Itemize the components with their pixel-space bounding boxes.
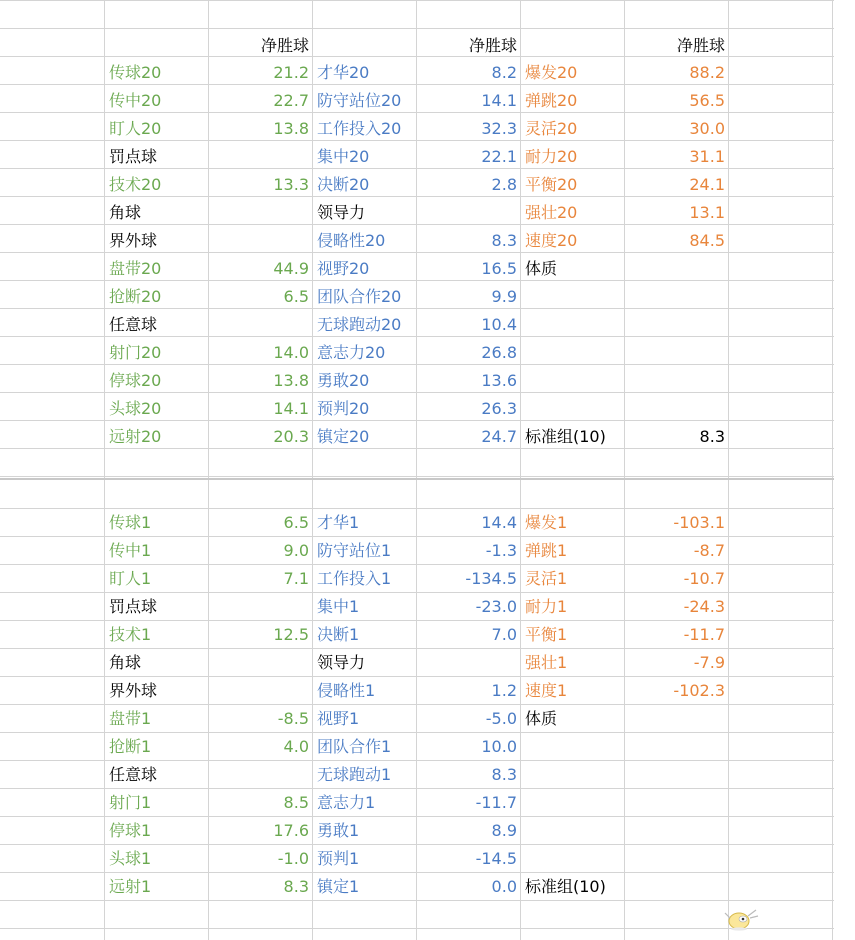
goal-difference-value-cell[interactable]: 8.3 — [283, 877, 309, 896]
goal-difference-value-cell[interactable] — [625, 732, 729, 760]
goal-difference-value-cell[interactable]: 13.1 — [689, 203, 725, 222]
goal-difference-value-cell[interactable]: 14.1 — [481, 91, 517, 110]
attribute-label-cell[interactable]: 传球20 — [109, 63, 162, 82]
goal-difference-value-cell[interactable]: 22.1 — [481, 147, 517, 166]
attribute-label-cell[interactable]: 射门1 — [109, 793, 152, 812]
attribute-label-cell[interactable]: 平衡1 — [525, 625, 568, 644]
attribute-label-cell[interactable]: 头球20 — [109, 399, 162, 418]
attribute-label-cell[interactable]: 罚点球 — [109, 597, 158, 616]
goal-difference-value-cell[interactable]: 24.7 — [481, 427, 517, 446]
goal-difference-value-cell[interactable]: -10.7 — [683, 569, 725, 588]
goal-difference-value-cell[interactable]: 8.5 — [283, 793, 309, 812]
attribute-label-cell[interactable]: 界外球 — [109, 231, 158, 250]
attribute-label-cell[interactable]: 镇定1 — [317, 877, 360, 896]
attribute-label-cell[interactable]: 视野1 — [317, 709, 360, 728]
goal-difference-value-cell[interactable]: 7.0 — [491, 625, 517, 644]
goal-difference-value-cell[interactable]: 14.4 — [481, 513, 517, 532]
goal-difference-value-cell[interactable]: -11.7 — [683, 625, 725, 644]
goal-difference-value-cell[interactable]: 26.3 — [481, 399, 517, 418]
goal-difference-value-cell[interactable]: 26.8 — [481, 343, 517, 362]
goal-difference-value-cell[interactable]: 32.3 — [481, 119, 517, 138]
attribute-label-cell[interactable]: 工作投入1 — [317, 569, 392, 588]
goal-difference-value-cell[interactable]: 13.6 — [481, 371, 517, 390]
attribute-label-cell[interactable] — [521, 788, 625, 816]
goal-difference-value-cell[interactable] — [625, 844, 729, 872]
attribute-label-cell[interactable]: 远射20 — [109, 427, 162, 446]
goal-difference-value-cell[interactable] — [625, 788, 729, 816]
attribute-label-cell[interactable]: 头球1 — [109, 849, 152, 868]
attribute-label-cell[interactable]: 角球 — [109, 653, 142, 672]
goal-difference-value-cell[interactable] — [209, 676, 313, 704]
goal-difference-value-cell[interactable] — [209, 760, 313, 788]
attribute-label-cell[interactable]: 团队合作20 — [317, 287, 402, 306]
attribute-label-cell[interactable]: 强壮1 — [525, 653, 568, 672]
attribute-label-cell[interactable]: 盯人20 — [109, 119, 162, 138]
attribute-label-cell[interactable]: 传中20 — [109, 91, 162, 110]
attribute-label-cell[interactable]: 传中1 — [109, 541, 152, 560]
goal-difference-value-cell[interactable]: 13.8 — [273, 119, 309, 138]
attribute-label-cell[interactable]: 工作投入20 — [317, 119, 402, 138]
attribute-label-cell[interactable]: 才华1 — [317, 513, 360, 532]
goal-difference-value-cell[interactable] — [417, 648, 521, 676]
attribute-label-cell[interactable]: 弹跳20 — [525, 91, 578, 110]
attribute-label-cell[interactable]: 勇敢20 — [317, 371, 370, 390]
attribute-label-cell[interactable]: 速度1 — [525, 681, 568, 700]
attribute-label-cell[interactable]: 侵略性20 — [317, 231, 386, 250]
grid-row-line — [0, 476, 834, 477]
attribute-label-cell[interactable]: 抢断1 — [109, 737, 152, 756]
goal-difference-value-cell[interactable]: 84.5 — [689, 231, 725, 250]
attribute-label-cell[interactable]: 弹跳1 — [525, 541, 568, 560]
attribute-label-cell[interactable] — [521, 338, 625, 366]
goal-difference-value-cell[interactable] — [625, 310, 729, 338]
goal-difference-value-cell[interactable]: 8.3 — [491, 231, 517, 250]
attribute-label-cell[interactable]: 任意球 — [109, 315, 158, 334]
goal-difference-value-cell[interactable]: 9.9 — [491, 287, 517, 306]
goal-difference-value-cell[interactable]: 13.3 — [273, 175, 309, 194]
attribute-label-cell[interactable]: 灵活20 — [525, 119, 578, 138]
goal-difference-value-cell[interactable]: -102.3 — [673, 681, 725, 700]
attribute-label-cell[interactable]: 标准组(10) — [525, 427, 606, 446]
attribute-label-cell[interactable]: 爆发1 — [525, 513, 568, 532]
goal-difference-value-cell[interactable]: -1.3 — [485, 541, 517, 560]
goal-difference-value-cell[interactable] — [209, 198, 313, 226]
attribute-label-cell[interactable]: 领导力 — [317, 653, 366, 672]
attribute-label-cell[interactable]: 盘带20 — [109, 259, 162, 278]
goal-difference-value-cell[interactable]: -24.3 — [683, 597, 725, 616]
attribute-label-cell[interactable]: 远射1 — [109, 877, 152, 896]
goal-difference-value-cell[interactable]: 14.0 — [273, 343, 309, 362]
goal-difference-value-cell[interactable]: 4.0 — [283, 737, 309, 756]
attribute-label-cell[interactable]: 传球1 — [109, 513, 152, 532]
grid-row-line — [0, 928, 834, 929]
attribute-label-cell[interactable]: 意志力20 — [317, 343, 386, 362]
goal-difference-value-cell[interactable] — [625, 704, 729, 732]
attribute-label-cell[interactable]: 停球20 — [109, 371, 162, 390]
goal-difference-value-cell[interactable]: -11.7 — [475, 793, 517, 812]
attribute-label-cell[interactable]: 决断20 — [317, 175, 370, 194]
attribute-label-cell[interactable]: 角球 — [109, 203, 142, 222]
attribute-label-cell[interactable]: 耐力1 — [525, 597, 568, 616]
goal-difference-value-cell[interactable]: 21.2 — [273, 63, 309, 82]
attribute-label-cell[interactable]: 勇敢1 — [317, 821, 360, 840]
goal-difference-value-cell[interactable]: 31.1 — [689, 147, 725, 166]
header-cell-col-f[interactable]: 净胜球 — [676, 36, 725, 55]
goal-difference-value-cell[interactable]: -1.0 — [277, 849, 309, 868]
goal-difference-value-cell[interactable]: 9.0 — [283, 541, 309, 560]
goal-difference-value-cell[interactable]: 12.5 — [273, 625, 309, 644]
grid-row-line — [0, 478, 834, 480]
attribute-label-cell[interactable]: 界外球 — [109, 681, 158, 700]
attribute-label-cell[interactable]: 无球跑动1 — [317, 765, 392, 784]
attribute-label-cell[interactable]: 决断1 — [317, 625, 360, 644]
grid-row-line — [0, 28, 834, 29]
attribute-label-cell[interactable]: 抢断20 — [109, 287, 162, 306]
goal-difference-value-cell[interactable]: 22.7 — [273, 91, 309, 110]
attribute-label-cell[interactable]: 射门20 — [109, 343, 162, 362]
attribute-label-cell[interactable]: 视野20 — [317, 259, 370, 278]
attribute-label-cell[interactable] — [521, 844, 625, 872]
attribute-label-cell[interactable]: 停球1 — [109, 821, 152, 840]
attribute-label-cell[interactable] — [521, 760, 625, 788]
goal-difference-value-cell[interactable]: -23.0 — [475, 597, 517, 616]
goal-difference-value-cell[interactable]: 44.9 — [273, 259, 309, 278]
grid-row-line — [0, 900, 834, 901]
goal-difference-value-cell[interactable]: -134.5 — [465, 569, 517, 588]
goal-difference-value-cell[interactable]: 2.8 — [491, 175, 517, 194]
attribute-label-cell[interactable]: 技术1 — [109, 625, 152, 644]
attribute-label-cell[interactable]: 预判20 — [317, 399, 370, 418]
attribute-label-cell[interactable]: 盘带1 — [109, 709, 152, 728]
attribute-label-cell[interactable]: 预判1 — [317, 849, 360, 868]
attribute-label-cell[interactable]: 速度20 — [525, 231, 578, 250]
goal-difference-value-cell[interactable]: -103.1 — [673, 513, 725, 532]
goal-difference-value-cell[interactable]: 8.3 — [491, 765, 517, 784]
attribute-label-cell[interactable]: 任意球 — [109, 765, 158, 784]
goal-difference-value-cell[interactable]: 88.2 — [689, 63, 725, 82]
goal-difference-value-cell[interactable] — [625, 282, 729, 310]
attribute-label-cell[interactable]: 罚点球 — [109, 147, 158, 166]
attribute-label-cell[interactable]: 技术20 — [109, 175, 162, 194]
goal-difference-value-cell[interactable]: 30.0 — [689, 119, 725, 138]
attribute-label-cell[interactable] — [521, 366, 625, 394]
goal-difference-value-cell[interactable]: -5.0 — [485, 709, 517, 728]
goal-difference-value-cell[interactable]: 8.3 — [699, 427, 725, 446]
goal-difference-value-cell[interactable]: 10.0 — [481, 737, 517, 756]
goal-difference-value-cell[interactable]: 17.6 — [273, 821, 309, 840]
mascot-watermark-icon — [722, 904, 764, 932]
attribute-label-cell[interactable] — [521, 310, 625, 338]
goal-difference-value-cell[interactable]: 20.3 — [273, 427, 309, 446]
attribute-label-cell[interactable] — [521, 282, 625, 310]
goal-difference-value-cell[interactable]: 24.1 — [689, 175, 725, 194]
goal-difference-value-cell[interactable]: 1.2 — [491, 681, 517, 700]
attribute-label-cell[interactable]: 集中1 — [317, 597, 360, 616]
goal-difference-value-cell[interactable]: -14.5 — [475, 849, 517, 868]
goal-difference-value-cell[interactable]: -8.7 — [693, 541, 725, 560]
goal-difference-value-cell[interactable]: 14.1 — [273, 399, 309, 418]
header-cell-col-d[interactable]: 净胜球 — [468, 36, 517, 55]
goal-difference-value-cell[interactable]: 16.5 — [481, 259, 517, 278]
goal-difference-value-cell[interactable] — [417, 198, 521, 226]
attribute-label-cell[interactable]: 集中20 — [317, 147, 370, 166]
goal-difference-value-cell[interactable] — [209, 310, 313, 338]
goal-difference-value-cell[interactable] — [209, 142, 313, 170]
goal-difference-value-cell[interactable]: 56.5 — [689, 91, 725, 110]
attribute-label-cell[interactable]: 爆发20 — [525, 63, 578, 82]
goal-difference-value-cell[interactable]: 6.5 — [283, 287, 309, 306]
goal-difference-value-cell[interactable]: -7.9 — [693, 653, 725, 672]
goal-difference-value-cell[interactable] — [625, 366, 729, 394]
attribute-label-cell[interactable]: 团队合作1 — [317, 737, 392, 756]
attribute-label-cell[interactable]: 标准组(10) — [525, 877, 606, 896]
attribute-label-cell[interactable]: 耐力20 — [525, 147, 578, 166]
attribute-label-cell[interactable]: 防守站位20 — [317, 91, 402, 110]
attribute-label-cell[interactable]: 体质 — [525, 259, 558, 278]
grid-row-line — [0, 56, 834, 57]
goal-difference-value-cell[interactable]: 8.2 — [491, 63, 517, 82]
attribute-label-cell[interactable]: 体质 — [525, 709, 558, 728]
goal-difference-value-cell[interactable] — [209, 592, 313, 620]
grid-column-line — [832, 0, 833, 940]
attribute-label-cell[interactable]: 领导力 — [317, 203, 366, 222]
goal-difference-value-cell[interactable] — [625, 816, 729, 844]
attribute-label-cell[interactable] — [521, 732, 625, 760]
attribute-label-cell[interactable]: 意志力1 — [317, 793, 376, 812]
attribute-label-cell[interactable]: 侵略性1 — [317, 681, 376, 700]
attribute-label-cell[interactable]: 强壮20 — [525, 203, 578, 222]
goal-difference-value-cell[interactable] — [625, 872, 729, 900]
goal-difference-value-cell[interactable] — [625, 760, 729, 788]
goal-difference-value-cell[interactable]: 8.9 — [491, 821, 517, 840]
header-cell-col-b[interactable]: 净胜球 — [260, 36, 309, 55]
goal-difference-value-cell[interactable] — [209, 648, 313, 676]
goal-difference-value-cell[interactable] — [625, 394, 729, 422]
attribute-label-cell[interactable]: 盯人1 — [109, 569, 152, 588]
goal-difference-value-cell[interactable]: 6.5 — [283, 513, 309, 532]
goal-difference-value-cell[interactable]: -8.5 — [277, 709, 309, 728]
goal-difference-value-cell[interactable]: 10.4 — [481, 315, 517, 334]
attribute-label-cell[interactable] — [521, 816, 625, 844]
goal-difference-value-cell[interactable] — [209, 226, 313, 254]
attribute-label-cell[interactable]: 灵活1 — [525, 569, 568, 588]
attribute-label-cell[interactable]: 平衡20 — [525, 175, 578, 194]
attribute-label-cell[interactable]: 才华20 — [317, 63, 370, 82]
attribute-label-cell[interactable]: 镇定20 — [317, 427, 370, 446]
attribute-label-cell[interactable]: 无球跑动20 — [317, 315, 402, 334]
attribute-label-cell[interactable] — [521, 394, 625, 422]
goal-difference-value-cell[interactable] — [625, 338, 729, 366]
goal-difference-value-cell[interactable]: 0.0 — [491, 877, 517, 896]
goal-difference-value-cell[interactable] — [625, 254, 729, 282]
attribute-label-cell[interactable]: 防守站位1 — [317, 541, 392, 560]
grid-row-line — [0, 0, 834, 1]
goal-difference-value-cell[interactable]: 7.1 — [283, 569, 309, 588]
goal-difference-value-cell[interactable]: 13.8 — [273, 371, 309, 390]
